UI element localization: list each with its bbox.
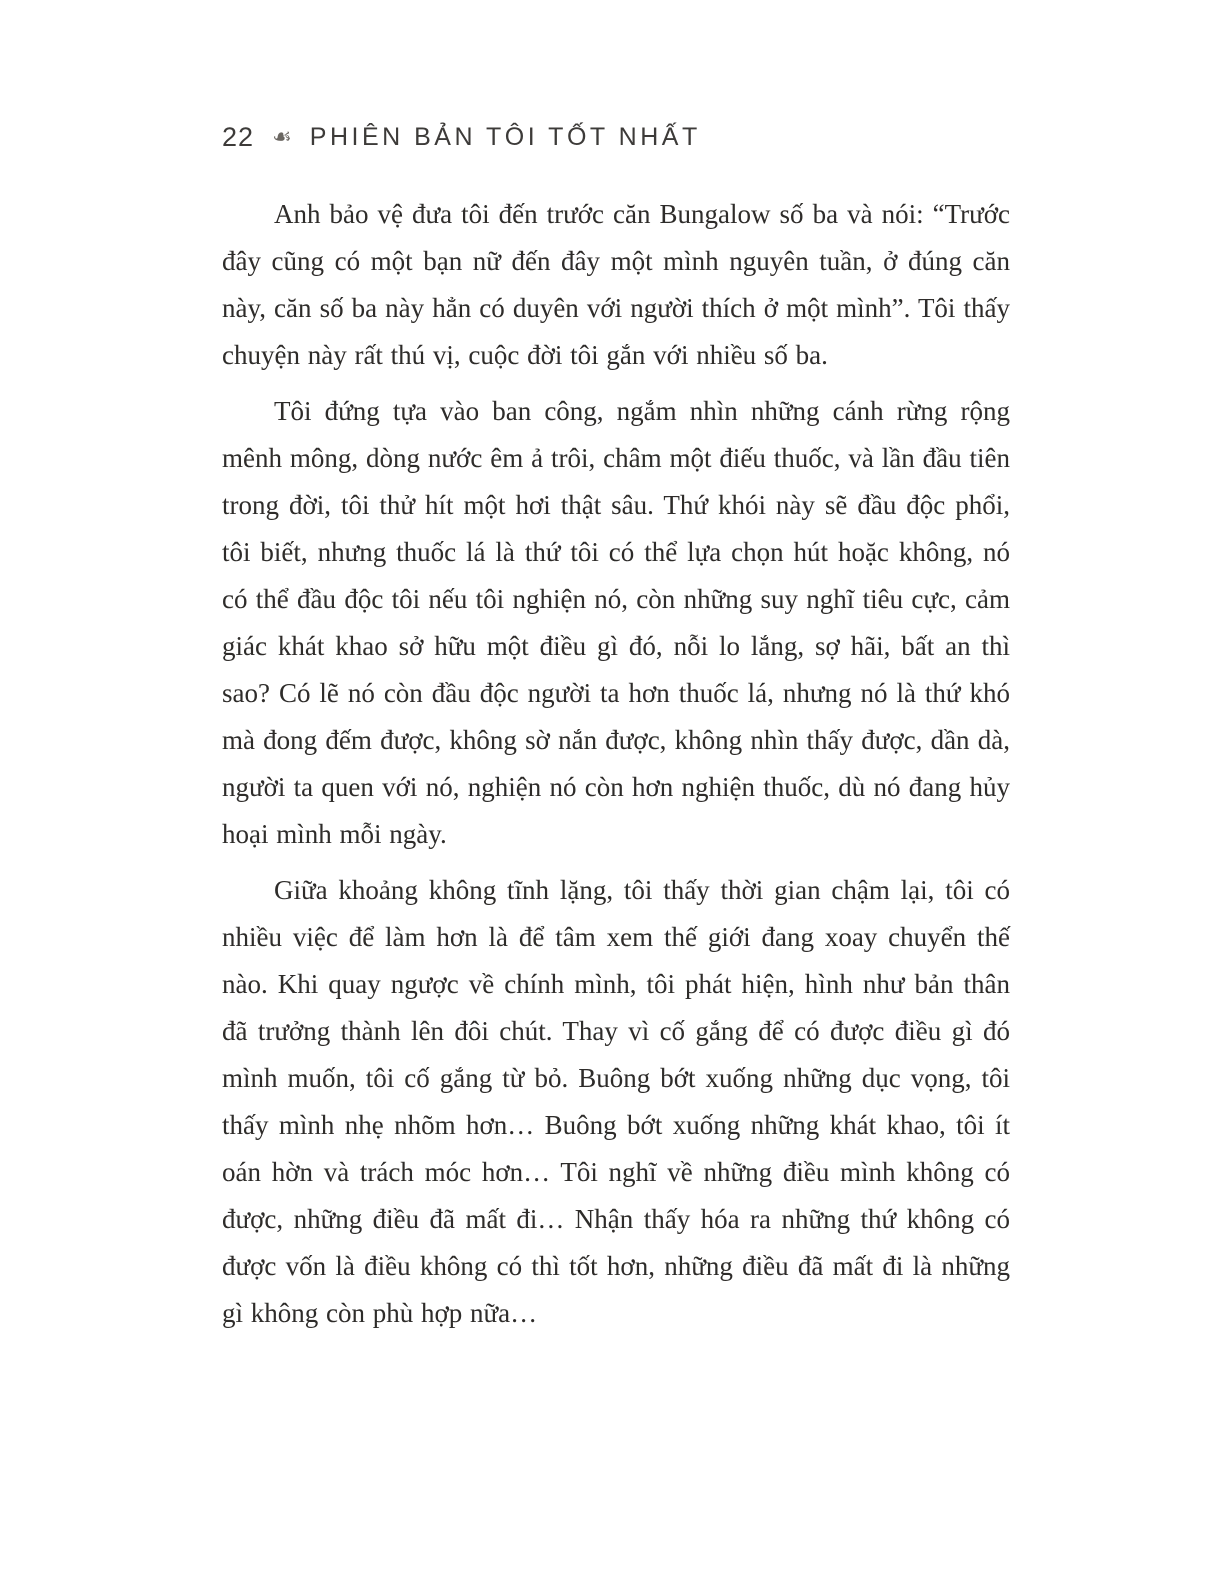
leaf-ornament-icon: ☙ [272, 123, 292, 149]
body-paragraph: Anh bảo vệ đưa tôi đến trước căn Bungalow số ba và nói: “Trước đây cũng có một bạn nữ đến đây một mình nguyên tuần, ở đúng căn này, căn số ba này hẳn có duyên với người thích ở một mình”. Tôi thấy chuyện này rất thú vị, cuộc đời tôi gắn với nhiều số ba. [222, 199, 1010, 370]
body-paragraph: Tôi đứng tựa vào ban công, ngắm nhìn những cánh rừng rộng mênh mông, dòng nước êm ả trôi, châm một điếu thuốc, và lần đầu tiên trong đời, tôi thử hít một hơi thật sâu. Thứ khói này sẽ đầu độc phổi, tôi biết, nhưng thuốc lá là thứ tôi có thể lựa chọn hút hoặc không, nó có thể đầu độc tôi nếu tôi nghiện nó, còn những suy nghĩ tiêu cực, cảm giác khát khao sở hữu một điều gì đó, nỗi lo lắng, sợ hãi, bất an thì sao? Có lẽ nó còn đầu độc người ta hơn thuốc lá, nhưng nó là thứ khó mà đong đếm được, không sờ nắn được, không nhìn thấy được, dần dà, người ta quen với nó, nghiện nó còn hơn nghiện thuốc, dù nó đang hủy hoại mình mỗi ngày. [222, 396, 1010, 849]
page-number: 22 [222, 122, 255, 152]
running-header [222, 122, 1010, 153]
page-body [222, 191, 1010, 1337]
running-head-book-title: PHIÊN BẢN TÔI TỐT NHẤT [309, 123, 701, 151]
body-paragraph: Giữa khoảng không tĩnh lặng, tôi thấy thời gian chậm lại, tôi có nhiều việc để làm hơn là để tâm xem thế giới đang xoay chuyển thế nào. Khi quay ngược về chính mình, tôi phát hiện, hình như bản thân đã trưởng thành lên đôi chút. Thay vì cố gắng để có được điều gì đó mình muốn, tôi cố gắng từ bỏ. Buông bớt xuống những dục vọng, tôi thấy mình nhẹ nhõm hơn… Buông bớt xuống những khát khao, tôi ít oán hờn và trách móc hơn… Tôi nghĩ về những điều mình không có được, những điều đã mất đi… Nhận thấy hóa ra những thứ không có được vốn là điều không có thì tốt hơn, những điều đã mất đi là những gì không còn phù hợp nữa… [222, 875, 1010, 1328]
